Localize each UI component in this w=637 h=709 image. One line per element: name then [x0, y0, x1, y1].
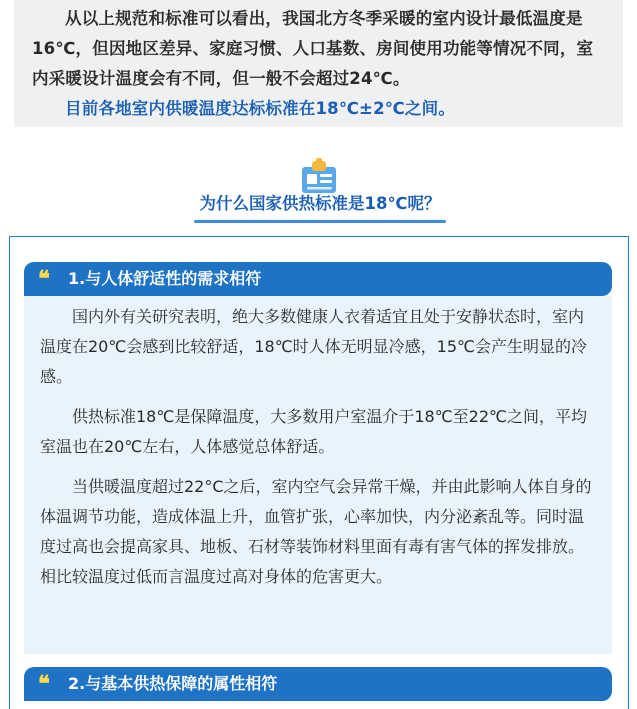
clipboard-icon [299, 156, 339, 196]
heading-title: 为什么国家供热标准是18℃呢？ [199, 194, 441, 213]
section-1-body [24, 296, 612, 654]
section-1-paragraph-2: 供热标准18℃是保障温度，大多数用户室温介于18℃至22℃之间，平均室温也在20℃左右，人体感觉总体舒适。 [40, 407, 587, 456]
heading-underline [194, 220, 446, 223]
section-2-title: 2.与基本供热保障的属性相符 [68, 674, 278, 693]
section-1-header [24, 262, 612, 296]
section-1-title: 1.与人体舒适性的需求相符 [68, 269, 262, 288]
content-frame [9, 236, 629, 709]
section-heading [0, 150, 637, 230]
intro-highlight: 目前各地室内供暖温度达标标准在18℃±2℃之间。 [65, 99, 456, 118]
quote-icon: ❝ [38, 266, 50, 292]
section-1-paragraph-1: 国内外有关研究表明，绝大多数健康人衣着适宜且处于安静状态时，室内温度在20℃会感到比较舒适，18℃时人体无明显冷感，15℃会产生明显的冷感。 [40, 307, 587, 386]
intro-paragraph: 从以上规范和标准可以看出，我国北方冬季采暖的室内设计最低温度是16℃，但因地区差异、家庭习惯、人口基数、房间使用功能等情况不同，室内采暖设计温度会有不同，但一般不会超过24℃。 [32, 9, 594, 88]
intro-box [14, 0, 623, 127]
section-2-header [24, 667, 612, 701]
quote-icon: ❝ [38, 671, 50, 697]
section-1-paragraph-3: 当供暖温度超过22°C之后，室内空气会异常干燥，并由此影响人体自身的体温调节功能，造成体温上升，血管扩张，心率加快，内分泌紊乱等。同时温度过高也会提高家具、地板、石材等装饰材料里面有毒有害气体的挥发排放。相比较温度过低而言温度过高对身体的危害更大。 [40, 477, 592, 586]
